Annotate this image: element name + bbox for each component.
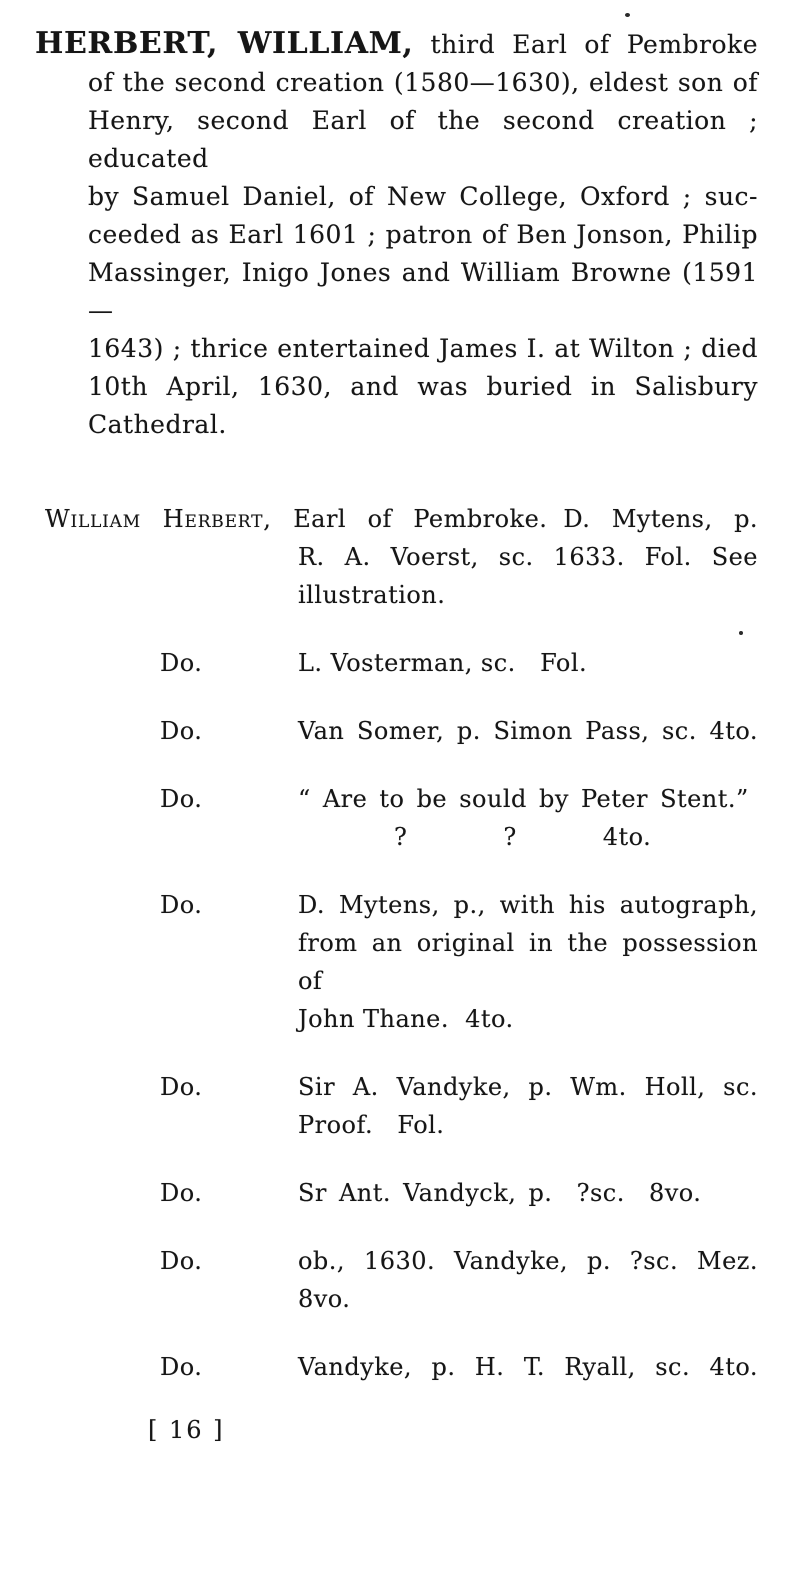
bio-line: Massinger, Inigo Jones and William Browne (1591— bbox=[88, 258, 758, 325]
entry-headword: HERBERT, WILLIAM, bbox=[35, 26, 414, 61]
catalog-entry bbox=[0, 1348, 800, 1386]
entry-line: Sir A. Vandyke, p. Wm. Holl, sc. bbox=[298, 1073, 758, 1101]
catalog-entry bbox=[0, 1242, 800, 1318]
entry-line: “ Are to be sould by Peter Stent.” bbox=[298, 785, 749, 813]
sitter-name: William Herbert, bbox=[45, 505, 272, 533]
bio-line: Cathedral. bbox=[88, 410, 227, 439]
biography-paragraph bbox=[0, 0, 800, 444]
bio-line: ceeded as Earl 1601 ; patron of Ben Jonson, Philip bbox=[88, 220, 758, 249]
entry-line: illustration. bbox=[298, 581, 446, 609]
entry-line: ob., 1630. Vandyke, p. ?sc. Mez. bbox=[298, 1247, 758, 1275]
entry-line bbox=[298, 818, 758, 856]
format-label: 4to. bbox=[602, 823, 652, 851]
sitter-title: Earl of Pembroke. bbox=[293, 505, 548, 533]
entry-line: 8vo. bbox=[298, 1285, 351, 1313]
catalog-entry bbox=[0, 780, 800, 856]
unknown-painter-mark: ? bbox=[394, 823, 408, 851]
entry-line: L. Vosterman, sc. Fol. bbox=[298, 649, 588, 677]
entry-line bbox=[45, 500, 758, 538]
entry-description bbox=[298, 712, 758, 750]
entry-line: from an original in the possession of bbox=[298, 929, 758, 995]
entry-line-text: D. Mytens, p. bbox=[563, 505, 759, 533]
catalog-entry bbox=[0, 1068, 800, 1144]
entry-description bbox=[298, 886, 758, 1038]
ditto-label: Do. bbox=[160, 1353, 203, 1381]
entry-line: Sr Ant. Vandyck, p. ?sc. 8vo. bbox=[298, 1179, 702, 1207]
bio-line-text: third Earl of Pembroke bbox=[430, 30, 758, 59]
entry-description bbox=[298, 780, 758, 856]
entry-line: Vandyke, p. H. T. Ryall, sc. 4to. bbox=[298, 1353, 758, 1381]
catalog-entry bbox=[0, 886, 800, 1038]
entry-description bbox=[298, 1348, 758, 1386]
entry-description bbox=[298, 644, 758, 682]
entry-line: R. A. Voerst, sc. 1633. Fol. See bbox=[298, 543, 758, 571]
catalog-entry bbox=[0, 644, 800, 682]
portrait-catalog bbox=[0, 500, 800, 1386]
catalog-entry bbox=[0, 1174, 800, 1212]
entry-line: Van Somer, p. Simon Pass, sc. 4to. bbox=[298, 717, 758, 745]
scan-speck bbox=[739, 631, 743, 635]
bio-line: Henry, second Earl of the second creation ; educated bbox=[88, 106, 758, 173]
entry-description bbox=[298, 1242, 758, 1318]
ditto-label: Do. bbox=[160, 649, 203, 677]
scan-speck bbox=[625, 13, 630, 17]
page-number: [ 16 ] bbox=[148, 1416, 225, 1444]
entry-line: John Thane. 4to. bbox=[298, 1005, 514, 1033]
bio-line: 1643) ; thrice entertained James I. at Wilton ; died bbox=[88, 334, 758, 363]
entry-line: D. Mytens, p., with his autograph, bbox=[298, 891, 758, 919]
bio-line bbox=[35, 25, 758, 64]
bio-line: 10th April, 1630, and was buried in Salisbury bbox=[88, 372, 758, 401]
entry-description bbox=[298, 1174, 758, 1212]
ditto-label: Do. bbox=[160, 785, 203, 813]
entry-description bbox=[298, 1068, 758, 1144]
entry-line: Proof. Fol. bbox=[298, 1111, 445, 1139]
ditto-label: Do. bbox=[160, 891, 203, 919]
bio-line: of the second creation (1580—1630), eldest son of bbox=[88, 68, 758, 97]
unknown-engraver-mark: ? bbox=[503, 823, 517, 851]
ditto-label: Do. bbox=[160, 1247, 203, 1275]
catalog-entry bbox=[0, 712, 800, 750]
ditto-label: Do. bbox=[160, 1179, 203, 1207]
bio-line: by Samuel Daniel, of New College, Oxford ; suc- bbox=[88, 182, 758, 211]
ditto-label: Do. bbox=[160, 717, 203, 745]
catalog-entry bbox=[0, 500, 800, 614]
ditto-label: Do. bbox=[160, 1073, 203, 1101]
